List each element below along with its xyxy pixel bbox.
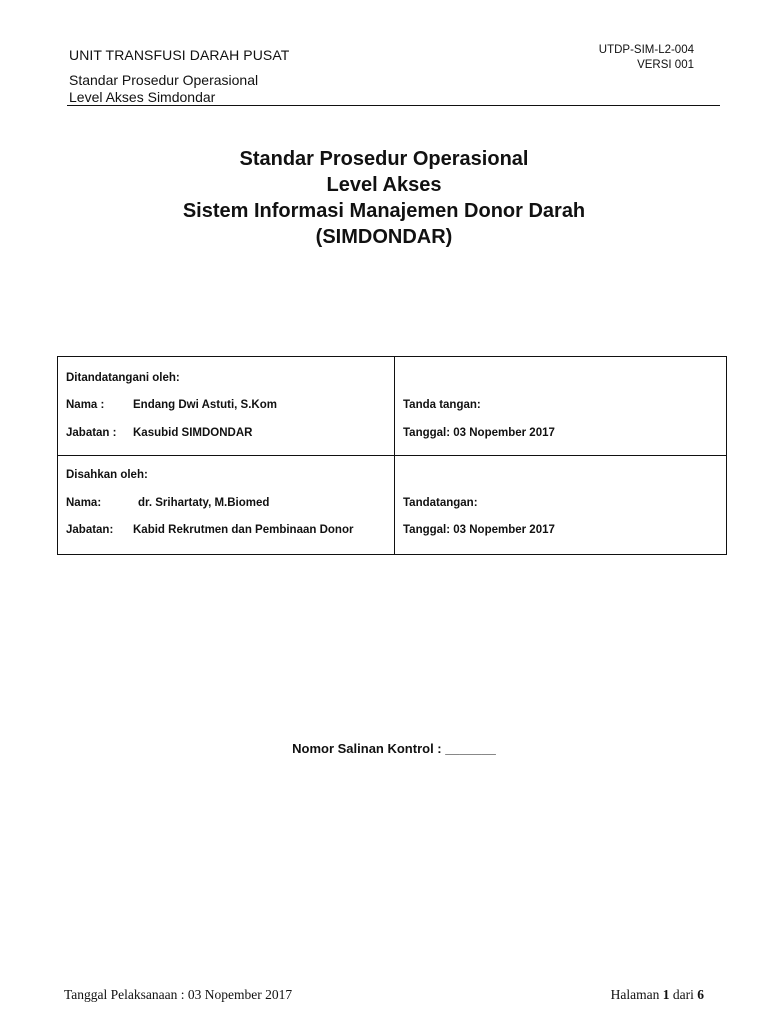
approved-row [58, 456, 727, 555]
document-version: VERSI 001 [637, 59, 694, 71]
header-subtitle-line1: Standar Prosedur Operasional [69, 72, 259, 88]
signed-by-heading: Ditandatangani oleh: [66, 372, 180, 384]
signed-by-cell [58, 357, 395, 456]
header-subtitle-line2: Level Akses Simdondar [69, 89, 216, 105]
signed-signature-label: Tanda tangan: [403, 399, 481, 411]
approved-name-value: dr. Srihartaty, M.Biomed [138, 497, 270, 509]
page-separator: dari [672, 987, 694, 1002]
page-number [611, 987, 704, 1003]
signed-position-value: Kasubid SIMDONDAR [133, 427, 253, 439]
signed-name-value: Endang Dwi Astuti, S.Kom [133, 399, 277, 411]
approved-position-line [66, 524, 354, 536]
signed-signature-cell [395, 357, 727, 456]
page-current: 1 [662, 987, 670, 1002]
signature-table [57, 356, 727, 555]
approved-by-cell [58, 456, 395, 555]
header-divider [67, 105, 720, 106]
approved-position-label: Jabatan: [66, 524, 114, 536]
signed-position-line [66, 427, 253, 439]
signed-row [58, 357, 727, 456]
signed-name-label: Nama : [66, 399, 105, 411]
title-line2: Level Akses [326, 174, 442, 196]
approved-by-heading: Disahkan oleh: [66, 469, 148, 481]
implementation-date: Tanggal Pelaksanaan : 03 Nopember 2017 [64, 987, 293, 1002]
approved-signature-cell [395, 456, 727, 555]
document-code: UTDP-SIM-L2-004 [598, 44, 694, 56]
approved-date: Tanggal: 03 Nopember 2017 [403, 524, 555, 536]
approved-position-value: Kabid Rekrutmen dan Pembinaan Donor [133, 524, 354, 536]
organization-name: UNIT TRANSFUSI DARAH PUSAT [69, 47, 290, 63]
title-line4: (SIMDONDAR) [315, 226, 453, 248]
control-copy-number: Nomor Salinan Kontrol : _______ [292, 741, 496, 756]
page-prefix: Halaman [610, 987, 660, 1002]
page-total: 6 [697, 987, 704, 1002]
title-line1: Standar Prosedur Operasional [239, 148, 529, 170]
document-code-block [599, 43, 694, 73]
signed-name-line [66, 399, 277, 411]
title-line3: Sistem Informasi Manajemen Donor Darah [182, 200, 586, 222]
approved-name-line [66, 497, 270, 509]
approved-signature-label: Tandatangan: [403, 497, 478, 509]
document-title [100, 146, 668, 250]
signed-position-label: Jabatan : [66, 427, 117, 439]
approved-name-label: Nama: [66, 497, 102, 509]
signed-date: Tanggal: 03 Nopember 2017 [403, 427, 555, 439]
